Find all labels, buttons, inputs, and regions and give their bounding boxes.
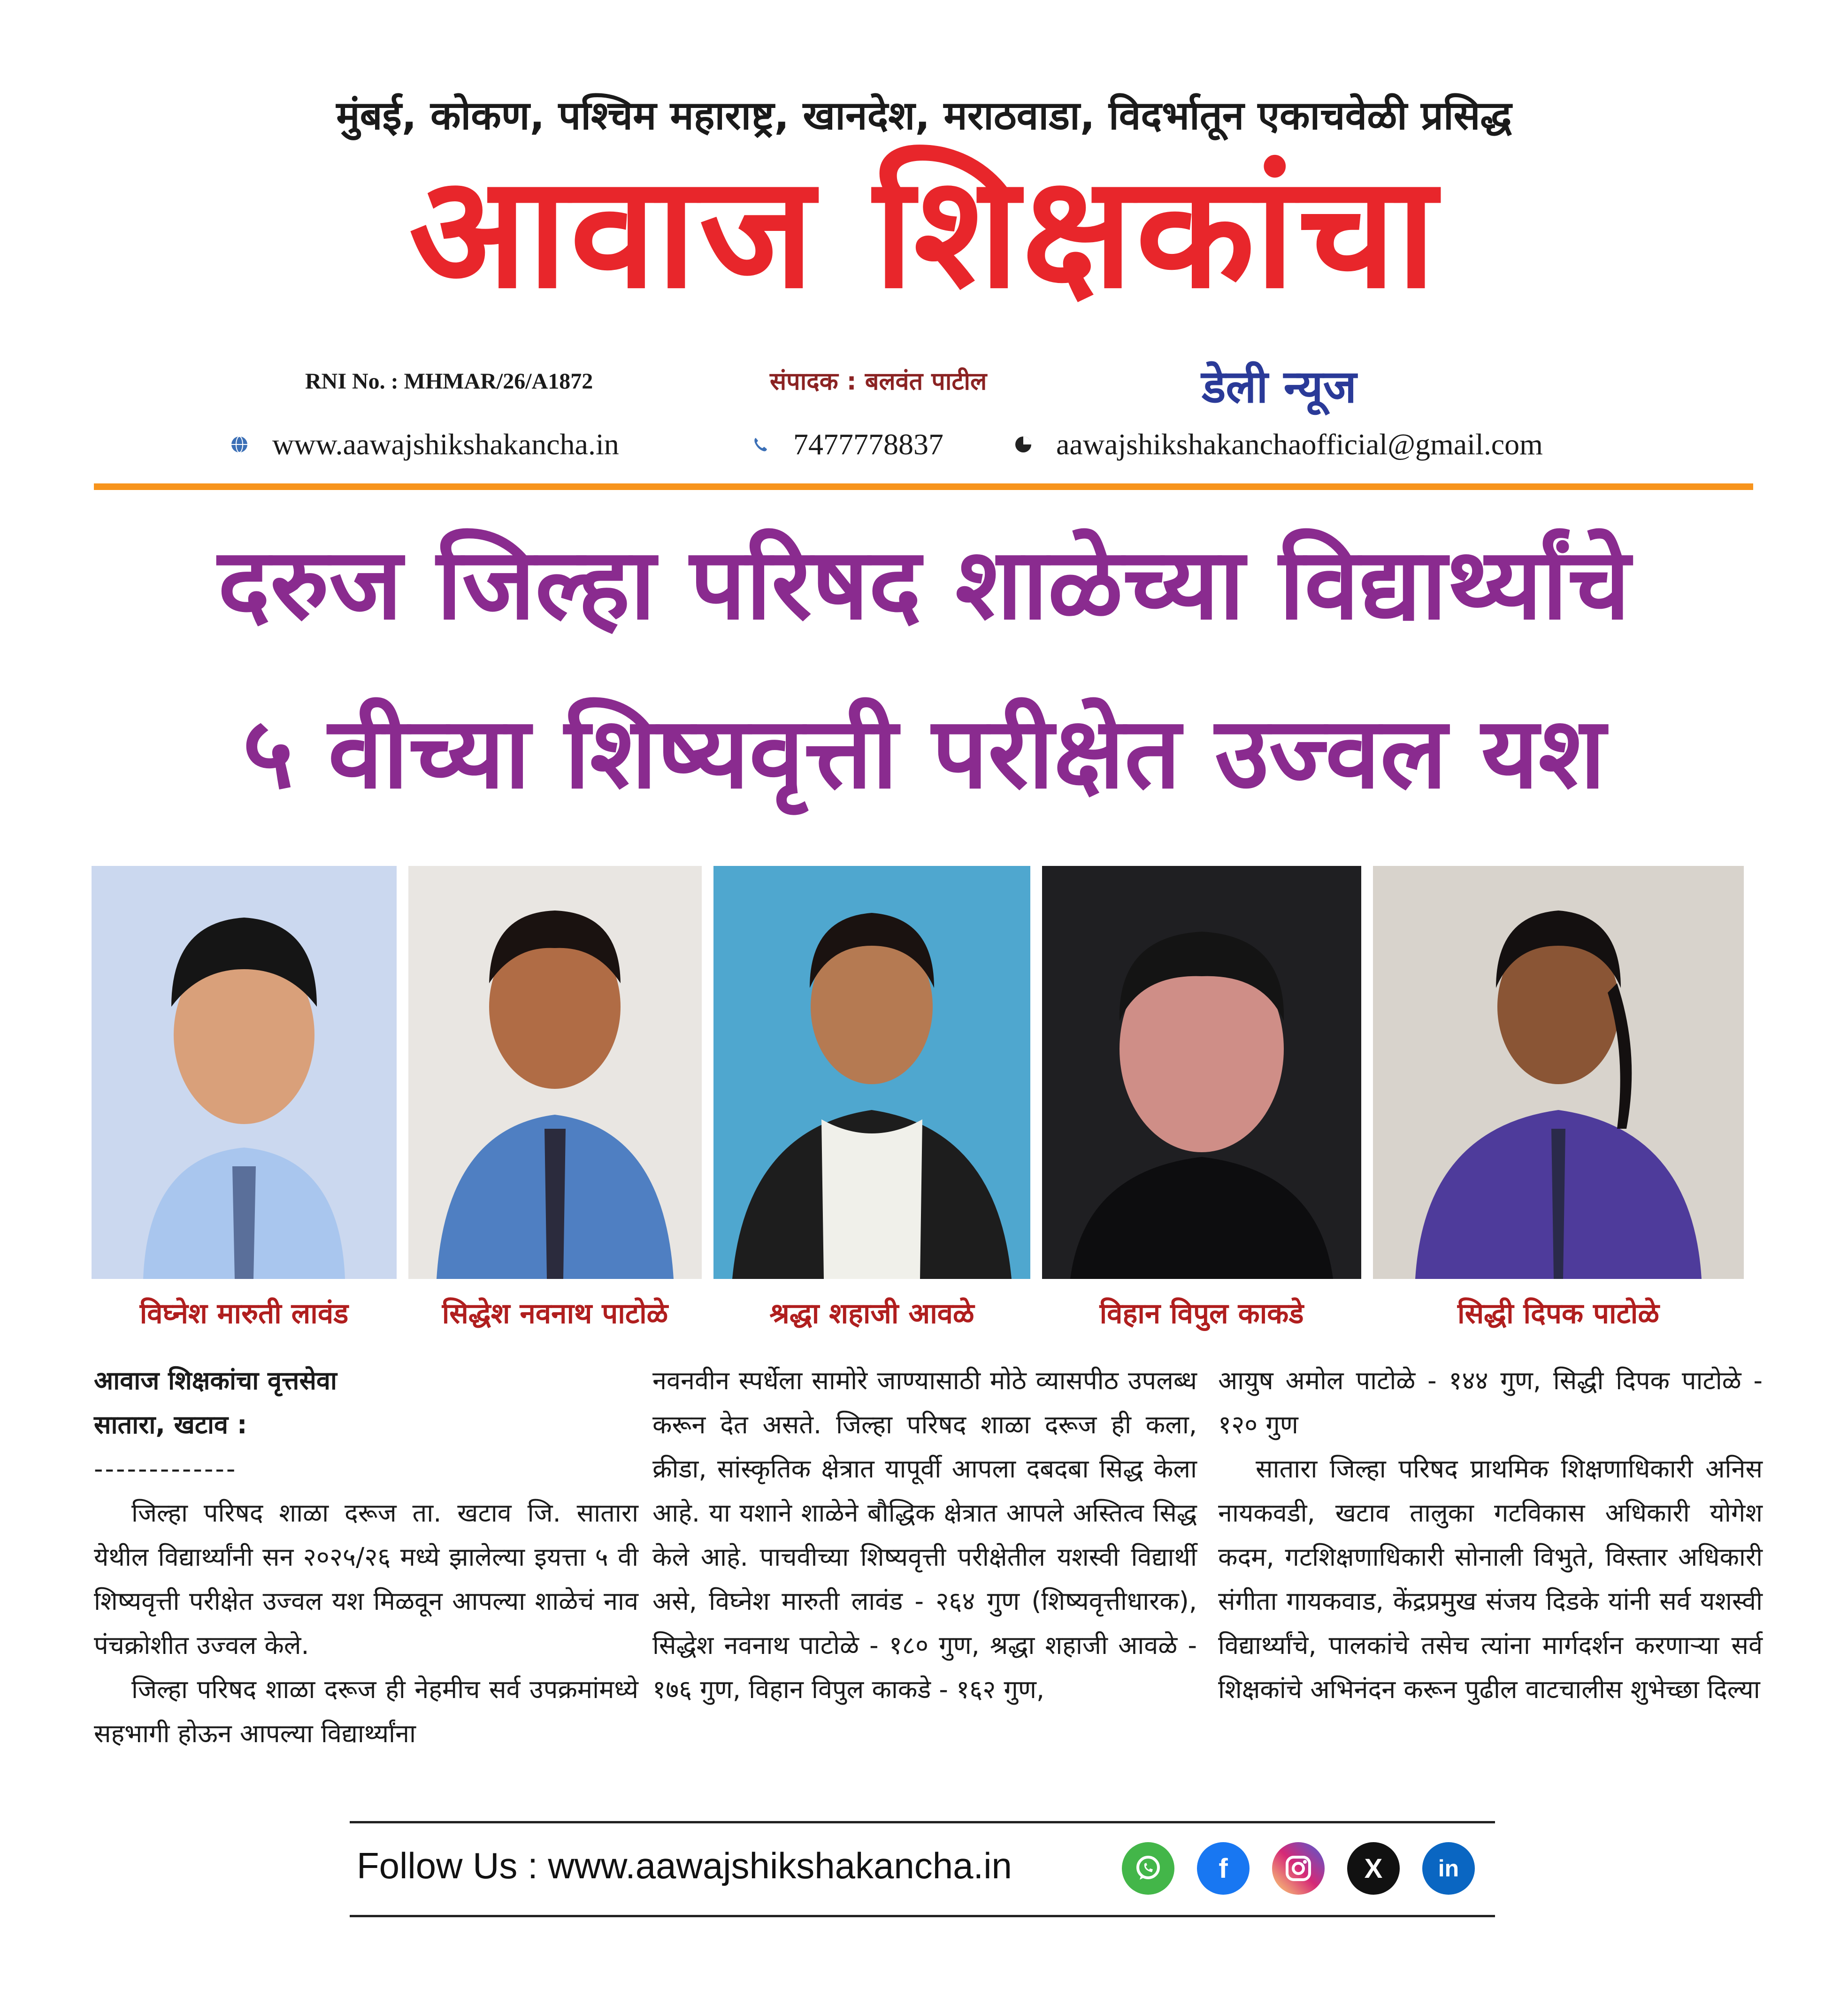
email-icon xyxy=(1014,435,1033,454)
header-divider xyxy=(94,483,1753,490)
phone-icon xyxy=(751,435,770,454)
article-paragraph: नवनवीन स्पर्धेला सामोरे जाण्यासाठी मोठे व्यासपीठ उपलब्ध करून देत असते. जिल्हा परिषद शाळा दरूज ही कला, क्रीडा, सांस्कृतिक क्षेत्रात यापूर्वी आपला दबदबा सिद्ध केला आहे. या यशाने शाळेने बौद्धिक क्षेत्रात आपले अस्तित्व सिद्ध केले आहे. पाचवीच्या शिष्यवृत्ती परीक्षेतील यशस्वी विद्यार्थी असे, विघ्नेश मारुती लावंड - २६४ गुण (शिष्यवृत्तीधारक), सिद्धेश नवनाथ पाटोळे - १८० गुण, श्रद्धा शहाजी आवळे - १७६ गुण, विहान विपुल काकडे - १६२ गुण, xyxy=(652,1366,1197,1704)
headline-line-2: ५ वीच्या शिष्यवृत्ती परीक्षेत उज्वल यश xyxy=(242,696,1606,811)
student-caption-4: विहान विपुल काकडे xyxy=(1099,1297,1304,1330)
article-paragraph: आयुष अमोल पाटोळे - १४४ गुण, सिद्धी दिपक पाटोळे - १२० गुण xyxy=(1218,1366,1763,1439)
email-text[interactable]: aawajshikshakanchaofficial@gmail.com xyxy=(1056,428,1543,461)
student-photo-4 xyxy=(1042,866,1361,1279)
facebook-glyph: f xyxy=(1219,1853,1228,1884)
article-column-1 xyxy=(94,1359,638,1756)
headline-line-1: दरुज जिल्हा परिषद शाळेच्या विद्यार्थ्यांचे xyxy=(217,527,1630,642)
website-contact[interactable] xyxy=(230,427,619,462)
instagram-glyph xyxy=(1283,1853,1313,1883)
article-paragraph: जिल्हा परिषद शाळा दरूज ता. खटाव जि. सातारा येथील विद्यार्थ्यांनी सन २०२५/२६ मध्ये झालेल्या इयत्ता ५ वी शिष्यवृत्ती परीक्षेत उज्वल यश मिळवून आपल्या शाळेचं नाव पंचक्रोशीत उज्वल केले. xyxy=(94,1498,638,1660)
byline-service: आवाज शिक्षकांचा वृत्तसेवा xyxy=(94,1366,337,1395)
student-caption-1: विघ्नेश मारुती लावंड xyxy=(139,1297,349,1330)
byline-location: सातारा, खटाव : xyxy=(94,1410,247,1439)
article-paragraph: सातारा जिल्हा परिषद प्राथमिक शिक्षणाधिकारी अनिस नायकवडी, खटाव तालुका गटविकास अधिकारी योगेश कदम, गटशिक्षणाधिकारी सोनाली विभुते, विस्तार अधिकारी संगीता गायकवाड, केंद्रप्रमुख संजय दिडके यांनी सर्व यशस्वी विद्यार्थ्यांचे, पालकांचे तसेच त्यांना मार्गदर्शन करणाऱ्या सर्व शिक्षकांचे अभिनंदन करून पुढील वाटचालीस शुभेच्छा दिल्या xyxy=(1218,1454,1763,1704)
follow-us-link[interactable]: Follow Us : www.aawajshikshakancha.in xyxy=(357,1845,1012,1886)
phone-text[interactable]: 7477778837 xyxy=(793,428,943,461)
student-photo-3 xyxy=(713,866,1030,1279)
article-paragraph: जिल्हा परिषद शाळा दरूज ही नेहमीच सर्व उपक्रमांमध्ये सहभागी होऊन आपल्या विद्यार्थ्यांना xyxy=(94,1675,638,1748)
whatsapp-icon[interactable] xyxy=(1122,1842,1174,1895)
tagline: मुंबई, कोकण, पश्चिम महाराष्ट्र, खानदेश, मराठवाडा, विदर्भातून एकाचवेळी प्रसिद्ध xyxy=(336,92,1512,138)
footer-bottom-rule xyxy=(350,1915,1495,1917)
rni-number: RNI No. : MHMAR/26/A1872 xyxy=(305,369,593,394)
editor-name: संपादक : बलवंत पाटील xyxy=(770,367,987,396)
masthead-logo: आवाज शिक्षकांचा xyxy=(409,142,1439,322)
byline-divider: ------------- xyxy=(94,1454,238,1484)
facebook-icon[interactable] xyxy=(1197,1842,1250,1895)
email-contact[interactable] xyxy=(1014,427,1543,462)
student-caption-5: सिद्धी दिपक पाटोळे xyxy=(1457,1297,1659,1330)
student-caption-3: श्रद्धा शहाजी आवळे xyxy=(769,1297,974,1330)
linkedin-icon[interactable] xyxy=(1422,1842,1475,1895)
website-text[interactable]: www.aawajshikshakancha.in xyxy=(272,428,619,461)
article-column-3 xyxy=(1218,1359,1763,1712)
article-column-2 xyxy=(652,1359,1197,1712)
instagram-icon[interactable] xyxy=(1272,1842,1325,1895)
linkedin-glyph: in xyxy=(1438,1855,1459,1882)
x-icon[interactable] xyxy=(1347,1842,1400,1895)
globe-icon xyxy=(230,435,249,454)
x-glyph: X xyxy=(1364,1853,1383,1884)
footer-top-rule xyxy=(350,1821,1495,1823)
student-photo-2 xyxy=(408,866,702,1279)
phone-contact[interactable] xyxy=(751,427,943,462)
daily-news-label: डेली न्यूज xyxy=(1202,360,1357,413)
student-photo-1 xyxy=(92,866,397,1279)
whatsapp-glyph xyxy=(1133,1853,1163,1883)
student-photo-5 xyxy=(1373,866,1744,1279)
student-caption-2: सिद्धेश नवनाथ पाटोळे xyxy=(442,1297,668,1330)
